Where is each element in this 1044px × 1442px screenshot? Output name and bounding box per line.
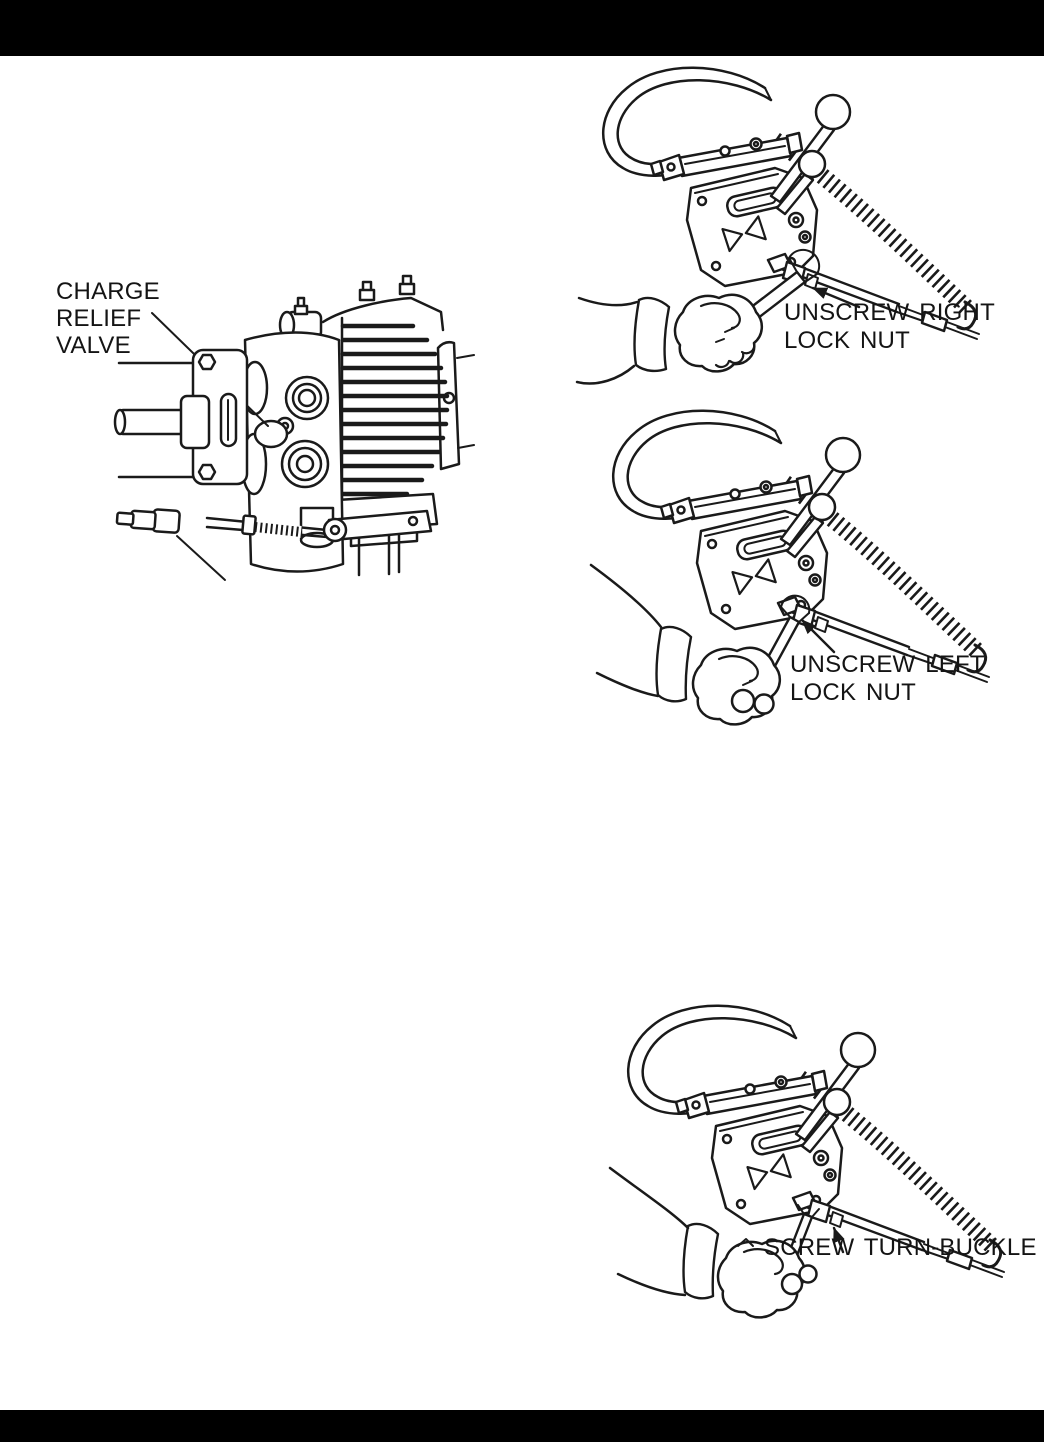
charge-relief-valve <box>255 421 287 447</box>
arm-lines <box>577 298 637 384</box>
linkage-leader-line <box>177 536 225 580</box>
screw-turn-buckle-illustration <box>600 998 1030 1310</box>
label-line: RELIEF <box>56 305 142 332</box>
label-line: UNSCREW LEFT <box>790 651 985 678</box>
hand <box>577 295 762 384</box>
figure-screw-turn-buckle <box>600 998 1030 1310</box>
label-line: VALVE <box>56 332 131 359</box>
label-line: LOCK NUT <box>790 679 916 706</box>
unscrew-left-lock-nut-label <box>790 651 985 707</box>
label-line: UNSCREW RIGHT <box>784 299 995 326</box>
label-line: LOCK NUT <box>784 327 910 354</box>
charge-relief-valve-label <box>56 278 160 359</box>
fingertip <box>755 695 774 714</box>
unscrew-right-lock-nut-label <box>784 299 995 355</box>
label-line: SCREW TURN-BUCKLE <box>764 1234 1037 1261</box>
fingertip <box>800 1266 817 1283</box>
mount-bracket <box>438 342 474 469</box>
scan-artifact-bottom-bar <box>0 1410 1044 1442</box>
scan-artifact-top-bar <box>0 0 1044 56</box>
screw-turn-buckle-label <box>764 1234 1037 1262</box>
pump-shaft <box>115 396 209 448</box>
arm-lines <box>610 1168 688 1295</box>
label-line: CHARGE <box>56 278 160 305</box>
fingertip <box>732 690 754 712</box>
arm-lines <box>591 565 661 696</box>
